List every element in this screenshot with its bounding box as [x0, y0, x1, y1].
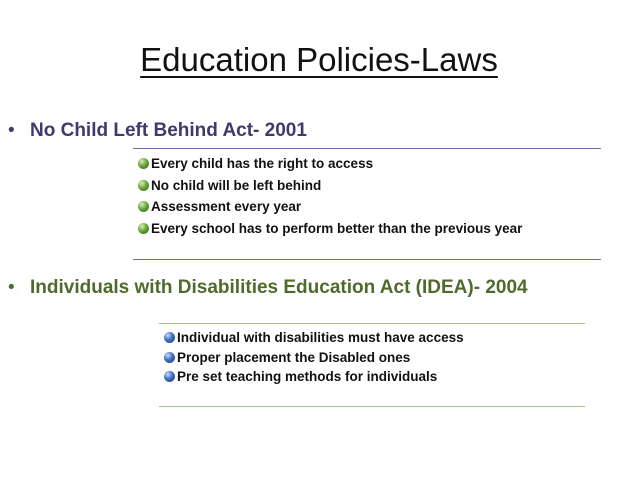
list-item: [138, 218, 522, 240]
list-item: [164, 348, 464, 368]
nclb-divider-bottom: [133, 259, 601, 260]
bullet-dot-icon: •: [8, 277, 15, 298]
idea-heading-text: Individuals with Disabilities Education Act (IDEA)- 2004: [30, 277, 528, 298]
list-item-text: Proper placement the Disabled ones: [177, 349, 411, 365]
list-item: [164, 328, 464, 348]
green-sphere-icon: [138, 180, 149, 191]
list-item: [138, 153, 522, 175]
nclb-divider-top: [133, 148, 601, 149]
list-item-text: Every school has to perform better than the previous year: [151, 220, 523, 236]
idea-list: [164, 328, 464, 387]
green-sphere-icon: [138, 223, 149, 234]
blue-sphere-icon: [164, 352, 175, 363]
idea-heading: [8, 275, 528, 301]
list-item-text: Assessment every year: [151, 199, 302, 215]
list-item: [138, 196, 522, 218]
list-item: [138, 175, 522, 197]
nclb-heading-text: No Child Left Behind Act- 2001: [30, 120, 307, 141]
idea-divider-bottom: [159, 406, 585, 407]
blue-sphere-icon: [164, 371, 175, 382]
list-item-text: Individual with disabilities must have access: [177, 330, 464, 346]
list-item-text: Pre set teaching methods for individuals: [177, 369, 438, 385]
nclb-heading: [8, 118, 307, 144]
green-sphere-icon: [138, 158, 149, 169]
idea-divider-top: [159, 323, 585, 324]
blue-sphere-icon: [164, 332, 175, 343]
green-sphere-icon: [138, 201, 149, 212]
list-item: [164, 367, 464, 387]
list-item-text: Every child has the right to access: [151, 156, 374, 172]
slide-title-text: Education Policies-Laws: [140, 41, 498, 78]
nclb-list: [138, 153, 522, 239]
list-item-text: No child will be left behind: [151, 177, 322, 193]
slide-title: [0, 38, 638, 82]
bullet-dot-icon: •: [8, 120, 15, 141]
